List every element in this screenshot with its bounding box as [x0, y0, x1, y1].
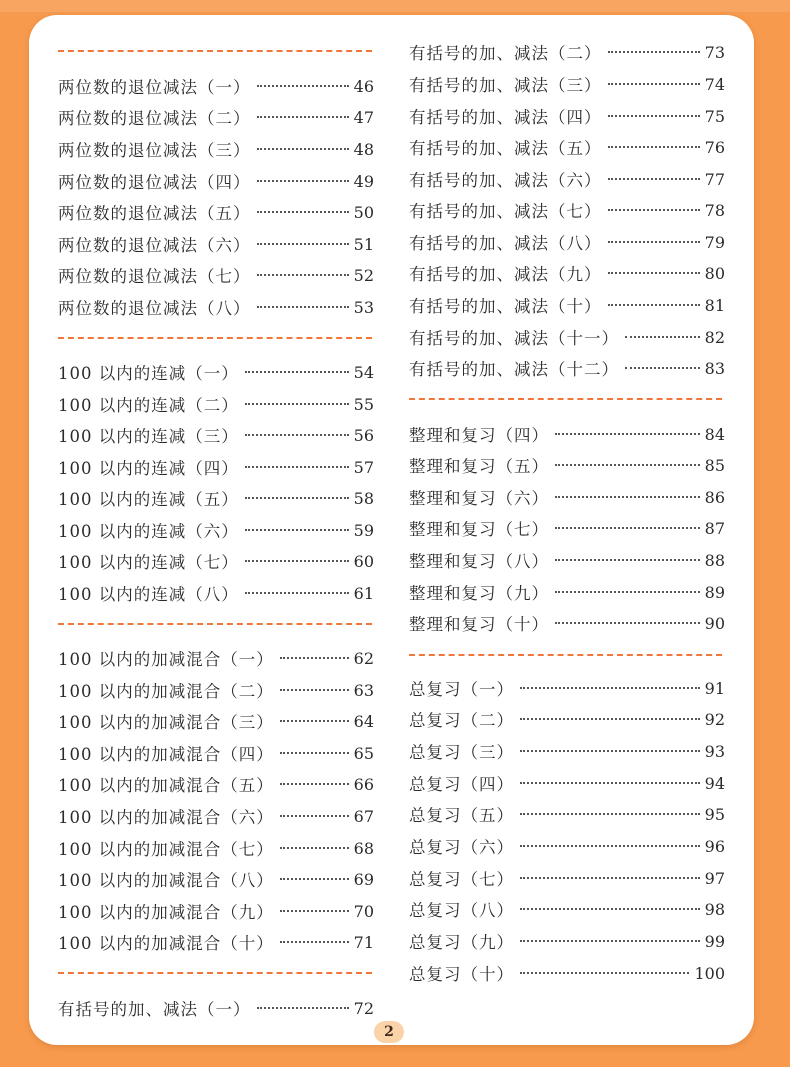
entry-title: 100 以内的连减（七）: [58, 553, 239, 572]
entry-page: 70: [353, 901, 374, 921]
dot-leader: [520, 782, 700, 784]
entry-page: 86: [704, 487, 725, 507]
toc-entry[interactable]: [58, 581, 374, 605]
entry-page: 54: [353, 362, 374, 382]
entry-title: 100 以内的加减混合（七）: [58, 840, 274, 859]
entry-title: 100 以内的连减（三）: [58, 427, 239, 446]
dot-leader: [257, 243, 349, 245]
dot-leader: [257, 180, 349, 182]
entry-page: 82: [704, 327, 725, 347]
dot-leader: [257, 211, 349, 213]
entry-page: 52: [353, 265, 374, 285]
dot-leader: [608, 146, 700, 148]
entry-page: 49: [353, 171, 374, 191]
dot-leader: [608, 304, 700, 306]
entry-page: 61: [353, 583, 374, 603]
dot-leader: [257, 148, 349, 150]
dot-leader: [555, 527, 700, 529]
entry-title: 两位数的退位减法（二）: [58, 109, 251, 128]
dot-leader: [520, 687, 700, 689]
dot-leader: [245, 497, 349, 499]
dot-leader: [555, 591, 700, 593]
toc-entry[interactable]: [409, 104, 725, 128]
section-divider: [58, 50, 372, 52]
dot-leader: [280, 941, 349, 943]
entry-title: 两位数的退位减法（三）: [58, 141, 251, 160]
entry-title: 两位数的退位减法（五）: [58, 204, 251, 223]
toc-entry[interactable]: [409, 676, 725, 700]
entry-title: 总复习（一）: [409, 680, 514, 699]
section-divider: [58, 972, 372, 974]
toc-entry[interactable]: [58, 678, 374, 702]
entry-title: 总复习（四）: [409, 775, 514, 794]
entry-page: 69: [353, 869, 374, 889]
toc-entry[interactable]: [409, 135, 725, 159]
entry-title: 100 以内的加减混合（三）: [58, 713, 274, 732]
entry-title: 有括号的加、减法（七）: [409, 202, 602, 221]
entry-page: 91: [704, 678, 725, 698]
entry-title: 总复习（三）: [409, 743, 514, 762]
entry-title: 100 以内的连减（一）: [58, 364, 239, 383]
toc-entry[interactable]: [409, 167, 725, 191]
toc-entry[interactable]: [409, 707, 725, 731]
entry-title: 100 以内的连减（五）: [58, 490, 239, 509]
page-number-badge: 2: [374, 1021, 404, 1043]
dot-leader: [520, 877, 700, 879]
entry-page: 95: [704, 804, 725, 824]
entry-title: 100 以内的加减混合（六）: [58, 808, 274, 827]
entry-page: 68: [353, 838, 374, 858]
entry-title: 有括号的加、减法（六）: [409, 171, 602, 190]
entry-page: 57: [353, 457, 374, 477]
dot-leader: [608, 272, 700, 274]
entry-title: 整理和复习（四）: [409, 426, 549, 445]
toc-entry[interactable]: [58, 169, 374, 193]
toc-entry[interactable]: [409, 611, 725, 635]
entry-page: 48: [353, 139, 374, 159]
entry-title: 两位数的退位减法（四）: [58, 173, 251, 192]
dot-leader: [245, 466, 349, 468]
toc-entry[interactable]: [409, 293, 725, 317]
entry-title: 两位数的退位减法（八）: [58, 299, 251, 318]
entry-title: 有括号的加、减法（四）: [409, 108, 602, 127]
entry-page: 83: [704, 358, 725, 378]
dot-leader: [257, 274, 349, 276]
entry-title: 100 以内的连减（八）: [58, 585, 239, 604]
entry-title: 整理和复习（八）: [409, 552, 549, 571]
toc-entry[interactable]: [58, 137, 374, 161]
entry-page: 55: [353, 394, 374, 414]
toc-entry[interactable]: [58, 486, 374, 510]
toc-entry[interactable]: [409, 230, 725, 254]
toc-entry[interactable]: [409, 453, 725, 477]
dot-leader: [280, 689, 349, 691]
toc-entry[interactable]: [409, 548, 725, 572]
dot-leader: [520, 750, 700, 752]
section-divider: [409, 398, 722, 400]
toc-entry[interactable]: [409, 325, 725, 349]
dot-leader: [608, 241, 700, 243]
toc-entry[interactable]: [409, 897, 725, 921]
entry-title: 整理和复习（九）: [409, 584, 549, 603]
dot-leader: [520, 813, 700, 815]
entry-title: 100 以内的加减混合（一）: [58, 650, 274, 669]
dot-leader: [245, 403, 349, 405]
entry-title: 有括号的加、减法（二）: [409, 44, 602, 63]
toc-entry[interactable]: [58, 518, 374, 542]
dot-leader: [245, 560, 349, 562]
entry-page: 51: [353, 234, 374, 254]
dot-leader: [625, 336, 700, 338]
entry-title: 有括号的加、减法（三）: [409, 76, 602, 95]
toc-entry[interactable]: [409, 198, 725, 222]
dot-leader: [245, 371, 349, 373]
entry-title: 总复习（六）: [409, 838, 514, 857]
entry-page: 92: [704, 709, 725, 729]
toc-entry[interactable]: [409, 356, 725, 380]
entry-page: 71: [353, 932, 374, 952]
entry-title: 100 以内的加减混合（十）: [58, 934, 274, 953]
entry-page: 60: [353, 551, 374, 571]
entry-page: 79: [704, 232, 725, 252]
dot-leader: [280, 878, 349, 880]
entry-page: 93: [704, 741, 725, 761]
dot-leader: [280, 752, 349, 754]
entry-page: 97: [704, 868, 725, 888]
entry-title: 两位数的退位减法（一）: [58, 78, 251, 97]
dot-leader: [520, 718, 700, 720]
dot-leader: [625, 367, 700, 369]
dot-leader: [520, 845, 700, 847]
section-divider: [58, 623, 372, 625]
entry-page: 100: [694, 963, 725, 983]
entry-title: 100 以内的加减混合（九）: [58, 903, 274, 922]
entry-page: 74: [704, 74, 725, 94]
entry-title: 整理和复习（七）: [409, 520, 549, 539]
entry-title: 有括号的加、减法（十一）: [409, 329, 619, 348]
toc-entry[interactable]: [409, 739, 725, 763]
entry-page: 66: [353, 774, 374, 794]
toc-entry[interactable]: [409, 866, 725, 890]
dot-leader: [257, 85, 349, 87]
entry-title: 有括号的加、减法（一）: [58, 1000, 251, 1019]
dot-leader: [555, 622, 700, 624]
toc-entry[interactable]: [58, 772, 374, 796]
entry-page: 65: [353, 743, 374, 763]
entry-page: 56: [353, 425, 374, 445]
entry-title: 有括号的加、减法（九）: [409, 265, 602, 284]
entry-title: 整理和复习（十）: [409, 615, 549, 634]
entry-page: 89: [704, 582, 725, 602]
entry-page: 46: [353, 76, 374, 96]
entry-page: 99: [704, 931, 725, 951]
toc-entry[interactable]: [58, 836, 374, 860]
entry-page: 64: [353, 711, 374, 731]
entry-title: 总复习（二）: [409, 711, 514, 730]
toc-entry[interactable]: [58, 646, 374, 670]
entry-page: 85: [704, 455, 725, 475]
entry-title: 100 以内的连减（六）: [58, 522, 239, 541]
toc-entry[interactable]: [409, 580, 725, 604]
entry-title: 100 以内的加减混合（四）: [58, 745, 274, 764]
toc-entry[interactable]: [58, 899, 374, 923]
toc-entry[interactable]: [409, 961, 725, 985]
entry-title: 两位数的退位减法（六）: [58, 236, 251, 255]
dot-leader: [555, 559, 700, 561]
toc-entry[interactable]: [409, 485, 725, 509]
entry-title: 100 以内的连减（四）: [58, 459, 239, 478]
entry-page: 98: [704, 899, 725, 919]
dot-leader: [257, 1007, 349, 1009]
toc-entry[interactable]: [409, 929, 725, 953]
dot-leader: [280, 783, 349, 785]
dot-leader: [555, 496, 700, 498]
entry-title: 整理和复习（六）: [409, 489, 549, 508]
entry-page: 67: [353, 806, 374, 826]
dot-leader: [608, 51, 700, 53]
toc-entry[interactable]: [58, 549, 374, 573]
entry-page: 76: [704, 137, 725, 157]
entry-title: 两位数的退位减法（七）: [58, 267, 251, 286]
entry-page: 53: [353, 297, 374, 317]
entry-page: 81: [704, 295, 725, 315]
toc-entry[interactable]: [409, 261, 725, 285]
dot-leader: [608, 209, 700, 211]
entry-title: 有括号的加、减法（十二）: [409, 360, 619, 379]
entry-title: 总复习（十）: [409, 965, 514, 984]
toc-entry[interactable]: [58, 930, 374, 954]
toc-entry[interactable]: [58, 295, 374, 319]
entry-title: 总复习（九）: [409, 933, 514, 952]
entry-page: 73: [704, 42, 725, 62]
toc-entry[interactable]: [409, 40, 725, 64]
entry-title: 总复习（七）: [409, 870, 514, 889]
entry-page: 77: [704, 169, 725, 189]
dot-leader: [608, 115, 700, 117]
toc-entry[interactable]: [58, 392, 374, 416]
toc-entry[interactable]: [58, 804, 374, 828]
entry-page: 63: [353, 680, 374, 700]
entry-page: 50: [353, 202, 374, 222]
dot-leader: [555, 433, 700, 435]
entry-page: 84: [704, 424, 725, 444]
toc-entry[interactable]: [58, 709, 374, 733]
dot-leader: [280, 720, 349, 722]
entry-page: 94: [704, 773, 725, 793]
entry-title: 100 以内的加减混合（二）: [58, 682, 274, 701]
toc-entry[interactable]: [58, 360, 374, 384]
dot-leader: [280, 847, 349, 849]
entry-title: 整理和复习（五）: [409, 457, 549, 476]
dot-leader: [280, 815, 349, 817]
toc-entry[interactable]: [58, 232, 374, 256]
dot-leader: [257, 306, 349, 308]
entry-page: 96: [704, 836, 725, 856]
top-strip: [0, 0, 790, 12]
toc-entry[interactable]: [58, 996, 374, 1020]
toc-entry[interactable]: [409, 516, 725, 540]
entry-title: 100 以内的连减（二）: [58, 396, 239, 415]
entry-page: 47: [353, 107, 374, 127]
dot-leader: [520, 940, 700, 942]
entry-page: 58: [353, 488, 374, 508]
toc-entry[interactable]: [58, 200, 374, 224]
toc-entry[interactable]: [58, 867, 374, 891]
entry-page: 90: [704, 613, 725, 633]
entry-title: 有括号的加、减法（八）: [409, 234, 602, 253]
entry-page: 72: [353, 998, 374, 1018]
section-divider: [58, 337, 372, 339]
entry-page: 59: [353, 520, 374, 540]
entry-title: 有括号的加、减法（十）: [409, 297, 602, 316]
toc-entry[interactable]: [58, 455, 374, 479]
dot-leader: [608, 83, 700, 85]
toc-entry[interactable]: [58, 741, 374, 765]
section-divider: [409, 654, 722, 656]
dot-leader: [245, 434, 349, 436]
toc-entry[interactable]: [58, 105, 374, 129]
entry-page: 62: [353, 648, 374, 668]
dot-leader: [245, 529, 349, 531]
entry-title: 100 以内的加减混合（八）: [58, 871, 274, 890]
dot-leader: [555, 464, 700, 466]
toc-entry[interactable]: [58, 74, 374, 98]
entry-page: 87: [704, 518, 725, 538]
toc-entry[interactable]: [409, 72, 725, 96]
entry-page: 75: [704, 106, 725, 126]
entry-title: 100 以内的加减混合（五）: [58, 776, 274, 795]
entry-page: 80: [704, 263, 725, 283]
entry-title: 总复习（八）: [409, 901, 514, 920]
toc-entry[interactable]: [409, 422, 725, 446]
toc-entry[interactable]: [58, 263, 374, 287]
dot-leader: [280, 910, 349, 912]
dot-leader: [257, 116, 349, 118]
entry-page: 88: [704, 550, 725, 570]
dot-leader: [520, 972, 689, 974]
dot-leader: [608, 178, 700, 180]
toc-entry[interactable]: [409, 834, 725, 858]
dot-leader: [245, 592, 349, 594]
toc-entry[interactable]: [409, 771, 725, 795]
dot-leader: [520, 908, 700, 910]
entry-title: 有括号的加、减法（五）: [409, 139, 602, 158]
entry-title: 总复习（五）: [409, 806, 514, 825]
dot-leader: [280, 657, 349, 659]
toc-entry[interactable]: [58, 423, 374, 447]
toc-entry[interactable]: [409, 802, 725, 826]
entry-page: 78: [704, 200, 725, 220]
